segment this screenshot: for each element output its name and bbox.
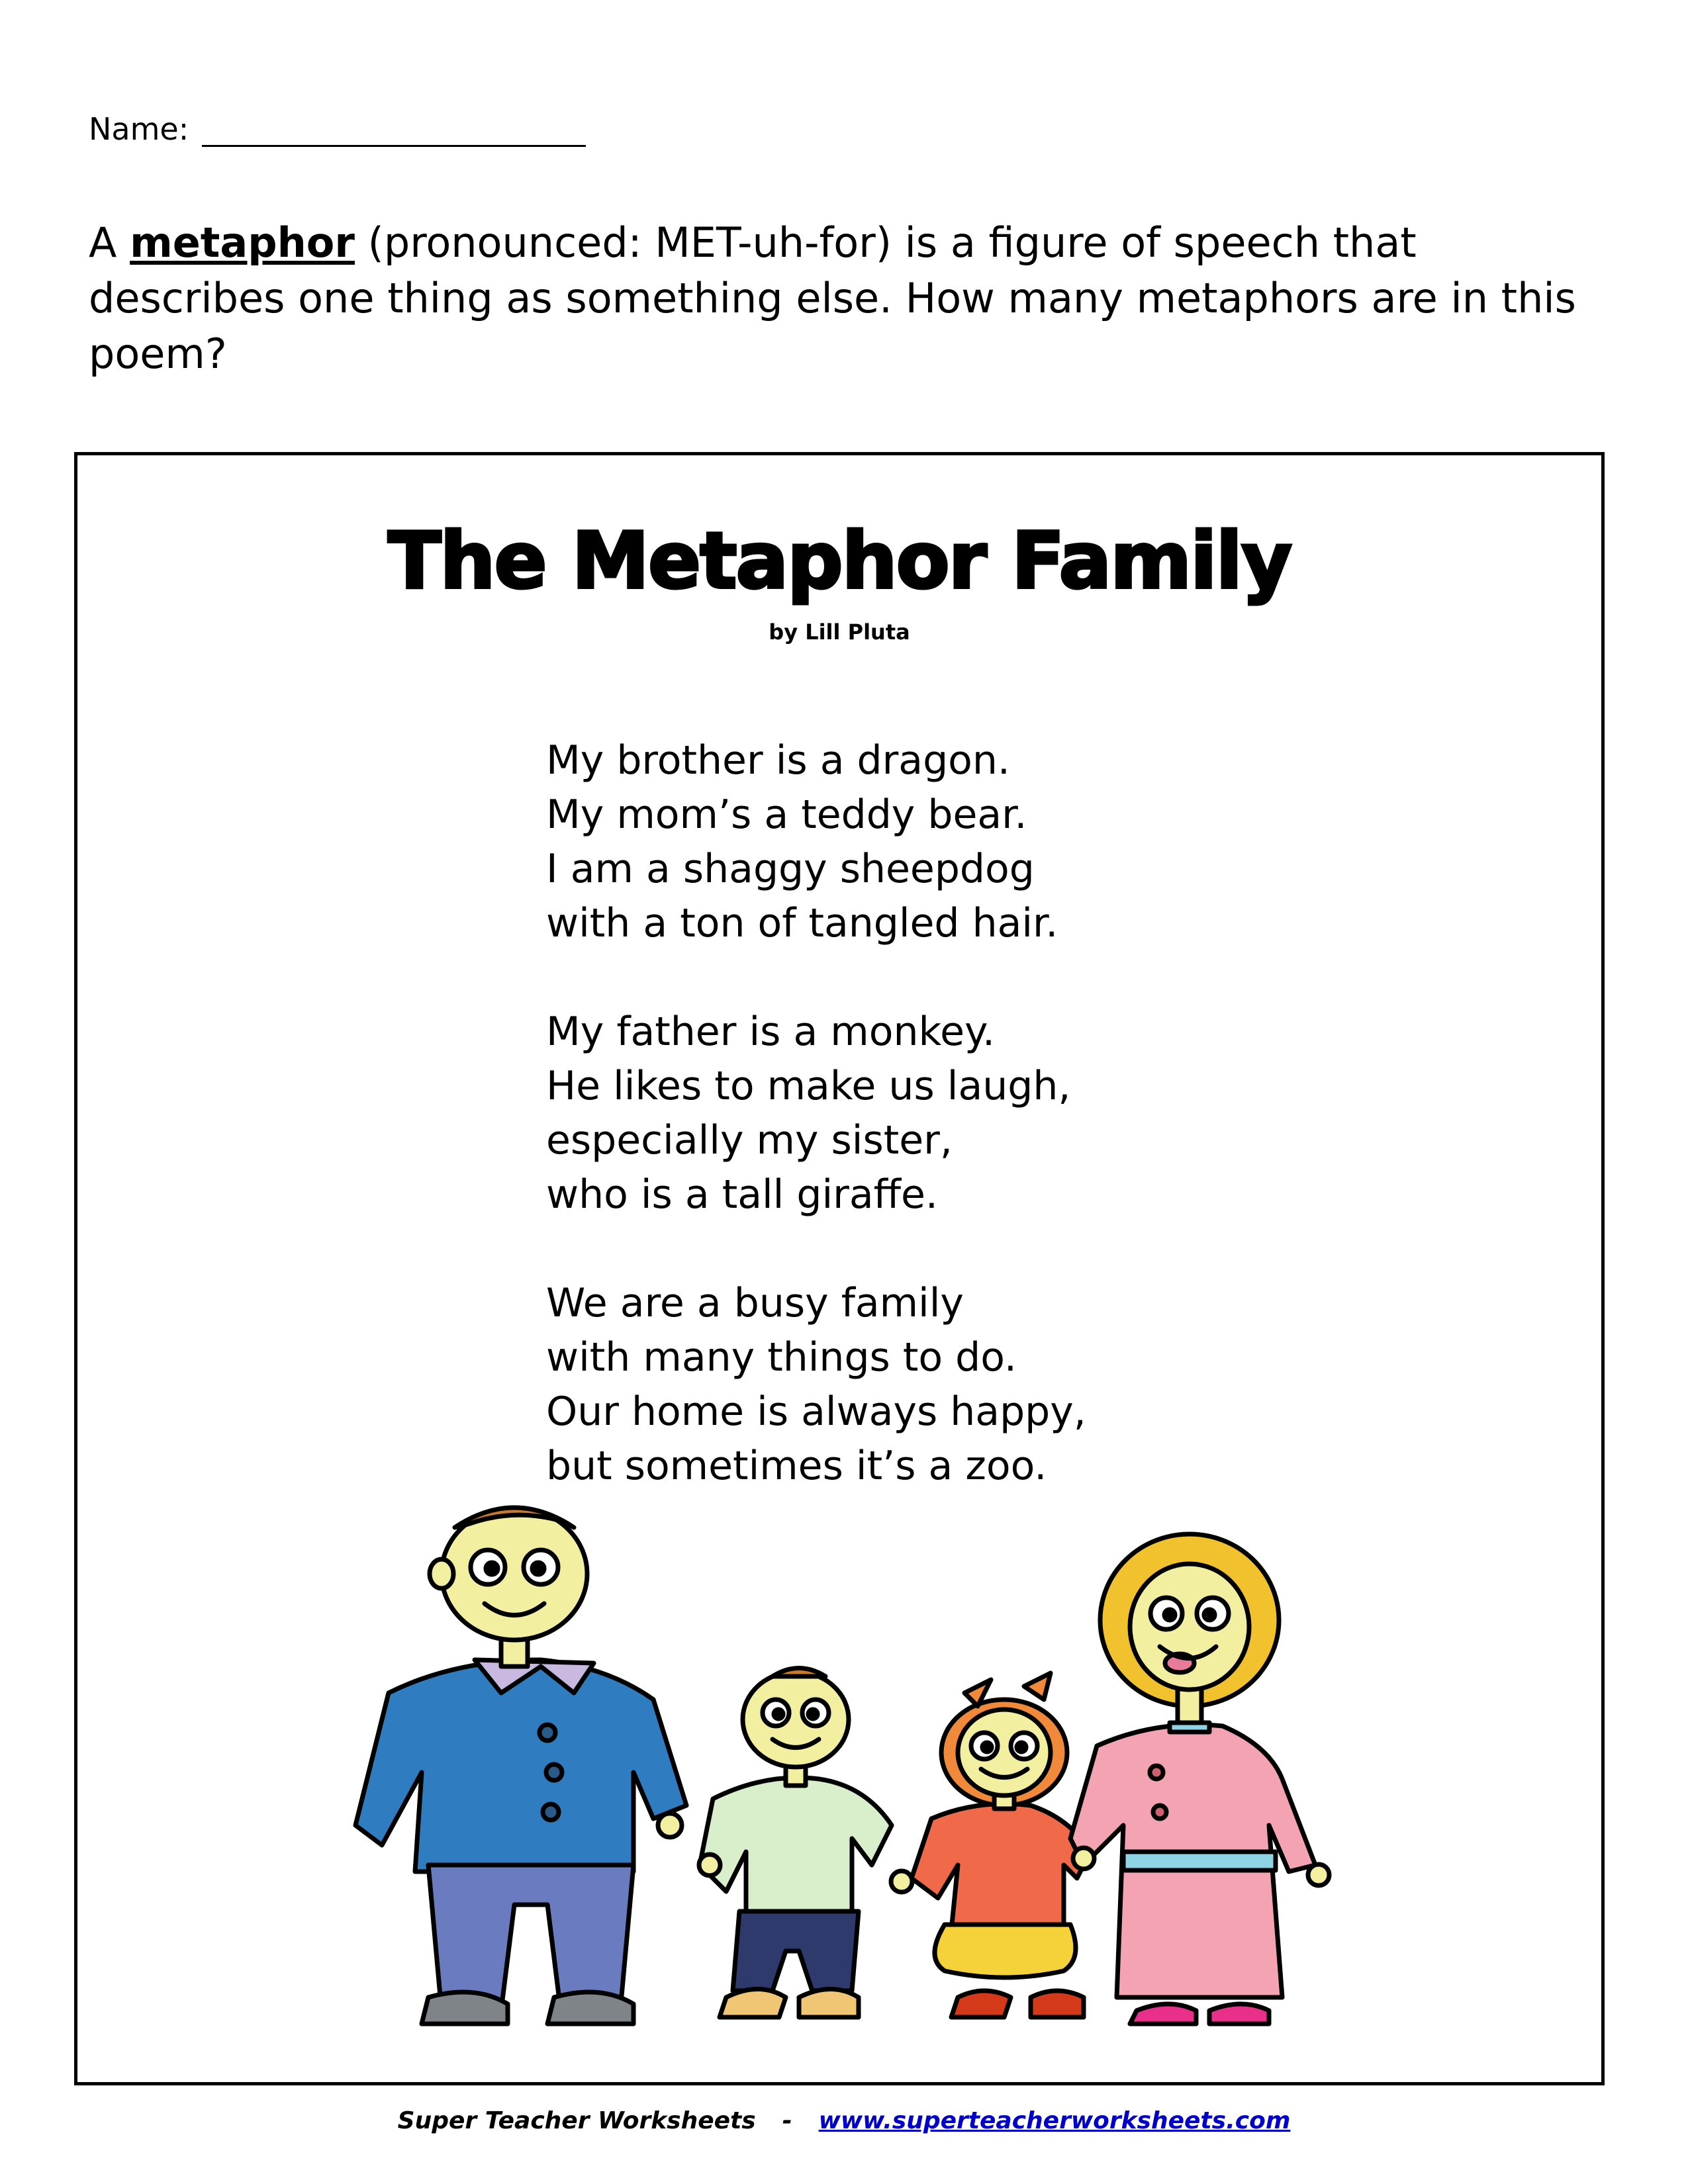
poem-body xyxy=(546,733,1086,1493)
stanza-2 xyxy=(546,1005,1086,1222)
footer-separator: - xyxy=(782,2107,792,2134)
poem-line: My brother is a dragon. xyxy=(546,737,1010,784)
poem-line: My father is a monkey. xyxy=(546,1009,996,1055)
poem-line: with a ton of tangled hair. xyxy=(546,900,1058,946)
poem-box xyxy=(74,452,1605,2085)
intro-prefix: A xyxy=(89,218,130,267)
poem-line: My mom’s a teddy bear. xyxy=(546,792,1027,838)
girl-figure xyxy=(912,1673,1090,2017)
name-blank-line[interactable] xyxy=(202,118,586,147)
poem-line: Our home is always happy, xyxy=(546,1388,1086,1435)
poem-line: who is a tall giraffe. xyxy=(546,1171,938,1218)
intro-term: metaphor xyxy=(130,218,355,267)
poem-line: I am a shaggy sheepdog xyxy=(546,846,1035,892)
stanza-1 xyxy=(546,733,1086,950)
poem-line: We are a busy family xyxy=(546,1280,964,1326)
poem-line: but sometimes it’s a zoo. xyxy=(546,1443,1047,1489)
boy-figure xyxy=(700,1668,892,2018)
poem-title: The Metaphor Family xyxy=(388,515,1291,606)
poem-line: especially my sister, xyxy=(546,1117,953,1163)
father-figure xyxy=(355,1508,686,2024)
poem-author: by Lill Pluta xyxy=(769,619,910,645)
poem-line: He likes to make us laugh, xyxy=(546,1063,1071,1109)
footer xyxy=(0,2107,1688,2134)
mom-figure xyxy=(1070,1534,1315,2024)
name-label: Name: xyxy=(89,111,189,147)
intro-paragraph xyxy=(89,215,1585,382)
footer-url-link[interactable]: www.superteacherworksheets.com xyxy=(818,2107,1291,2134)
poem-line: with many things to do. xyxy=(546,1334,1017,1381)
family-clipart-icon xyxy=(342,1494,1415,2037)
intro-rest: (pronounced: MET-uh-for) is a figure of speech that describes one thing as something else. How many metaphors are in this poem? xyxy=(89,218,1576,378)
stanza-3 xyxy=(546,1276,1086,1493)
footer-brand: Super Teacher Worksheets xyxy=(397,2107,756,2134)
name-field xyxy=(89,111,586,147)
